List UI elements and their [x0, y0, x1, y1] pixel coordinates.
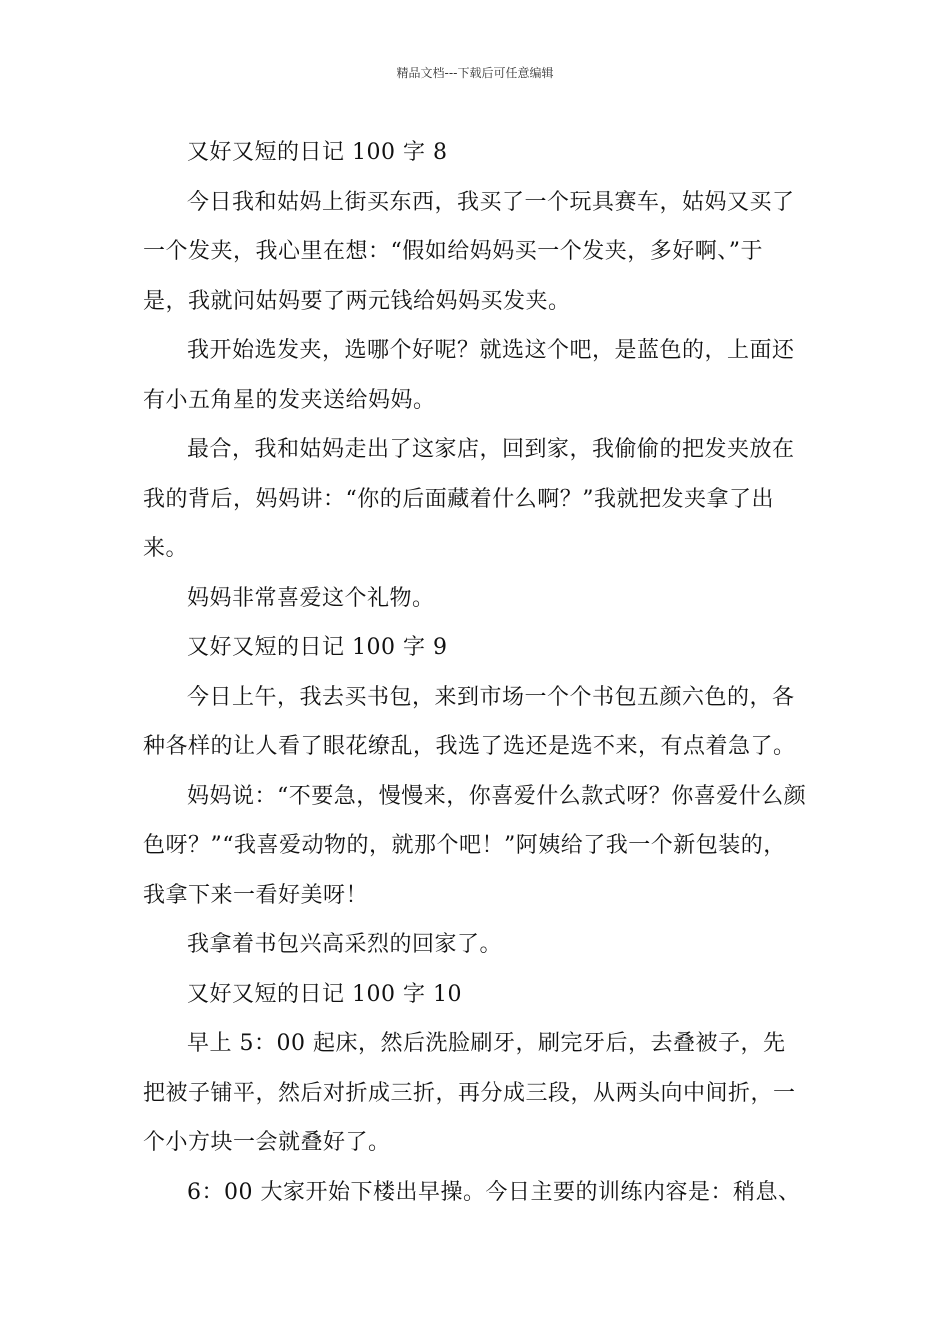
paragraph: 我拿着书包兴高采烈的回家了。: [187, 932, 503, 957]
diary-heading: 又好又短的日记 100 字 8: [187, 140, 448, 165]
paragraph: 妈妈非常喜爱这个礼物。: [187, 585, 435, 611]
paragraph: 6：00 大家开始下楼出早操。今日主要的训练内容是：稍息、: [187, 1179, 801, 1205]
paragraph: 今日我和姑妈上街买东西，我买了一个玩具赛车，姑妈又买了一个发夹，我心里在想：“假如给妈妈买一个发夹，多好啊、”于是，我就问姑妈要了两元钱给妈妈买发夹。: [143, 189, 795, 314]
document-body: [143, 128, 807, 1217]
diary-heading: 又好又短的日记 100 字 9: [187, 635, 448, 660]
paragraph: 妈妈说：“不要急，慢慢来，你喜爱什么款式呀？你喜爱什么颜色呀？”“我喜爱动物的，就那个吧！”阿姨给了我一个新包装的，我拿下来一看好美呀！: [143, 783, 807, 908]
paragraph: 早上 5：00 起床，然后洗脸刷牙，刷完牙后，去叠被子，先把被子铺平，然后对折成三折，再分成三段，从两头向中间折，一个小方块一会就叠好了。: [143, 1031, 796, 1155]
page-header: 精品文档---下载后可任意编辑: [396, 66, 554, 80]
diary-heading: 又好又短的日记 100 字 10: [187, 981, 462, 1007]
paragraph: 最合，我和姑妈走出了这家店，回到家，我偷偷的把发夹放在我的背后，妈妈讲：“你的后面藏着什么啊？”我就把发夹拿了出来。: [143, 437, 795, 561]
paragraph: 今日上午，我去买书包，来到市场一个个书包五颜六色的，各种各样的让人看了眼花缭乱，我选了选还是选不来，有点着急了。: [143, 684, 796, 759]
paragraph: 我开始选发夹，选哪个好呢？就选这个吧，是蓝色的，上面还有小五角星的发夹送给妈妈。: [143, 338, 795, 413]
